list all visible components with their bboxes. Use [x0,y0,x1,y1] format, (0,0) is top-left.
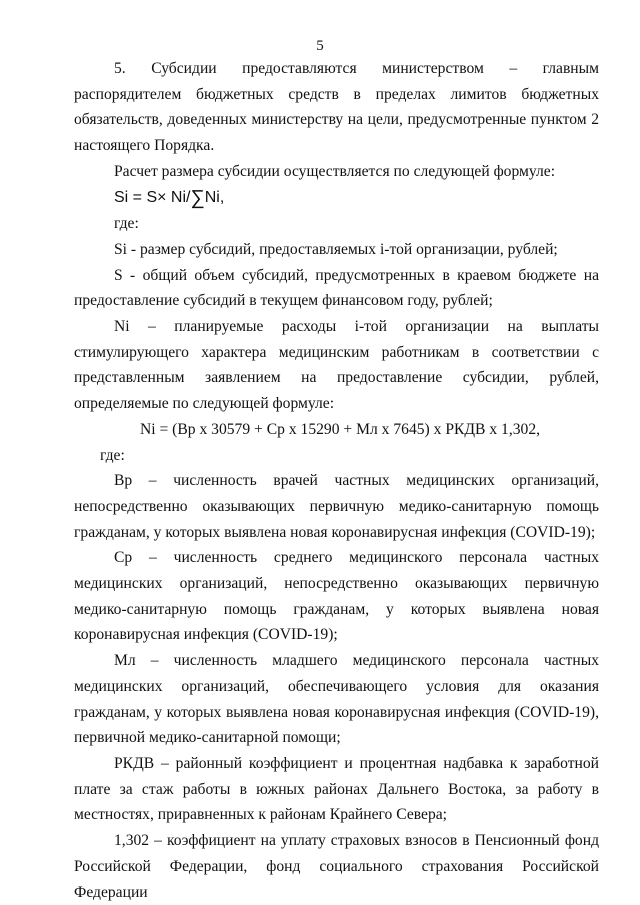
formula-ni: Ni = (Вр х 30579 + Ср х 15290 + Мл х 7645) х РКДВ х 1,302, [140,420,541,438]
definition-s: S - общий объем субсидий, предусмотренных в краевом бюджете на предоставление субсидий в текущем финансовом году, рублей; [74,266,599,310]
formula-si-left: Si = S× Ni/ [114,188,191,206]
where-label-2: где: [100,446,125,464]
paragraph-calculation-intro: Расчет размера субсидии осуществляется по следующей формуле: [114,162,556,180]
definition-vr: Вр – численность врачей частных медицинских организаций, непосредственно оказывающих первичную медико-санитарную помощь гражданам, у которых выявлена новая коронавирусная инфекция (COVID-19); [74,472,599,541]
definition-ni: Ni – планируемые расходы i-той организации на выплаты стимулирующего характера медицинским работникам в соответствии с представленным заявлением на предоставление субсидии, рублей, определяемые по следующей формуле: [74,318,599,413]
definition-ml: Мл – численность младшего медицинского персонала частных медицинских организаций, обеспечивающего условия для оказания гражданам, у которых выявлена новая коронавирусная инфекция (COVID-19), первичной медико-санитарной помощи; [74,652,599,747]
formula-si-right: Ni, [204,188,225,206]
page-number: 5 [316,38,324,54]
where-label: где: [114,215,139,233]
definition-si: Si - размер субсидий, предоставляемых i-той организации, рублей; [114,240,558,258]
formula-si [74,185,599,212]
document-body [74,56,599,905]
definition-sr: Ср – численность среднего медицинского персонала частных медицинских организаций, непосредственно оказывающих первичную медико-санитарную помощь гражданам, у которых выявлена новая коронавирусная инфекция (COVID-19); [74,549,599,644]
paragraph-subsidies: 5. Субсидии предоставляются министерством – главным распорядителем бюджетных средств в пределах лимитов бюджетных обязательств, доведенных министерству на цели, предусмотренные пунктом 2 настоящего Порядка. [74,60,599,155]
definition-coefficient: 1,302 – коэффициент на уплату страховых взносов в Пенсионный фонд Российской Федерации, фонд социального страхования Российской Федерации [74,832,599,901]
sigma-symbol: ∑ [190,186,205,209]
definition-rkdv: РКДВ – районный коэффициент и процентная надбавка к заработной плате за стаж работы в южных районах Дальнего Востока, за работу в местностях, приравненных к районам Крайнего Севера; [74,754,599,824]
